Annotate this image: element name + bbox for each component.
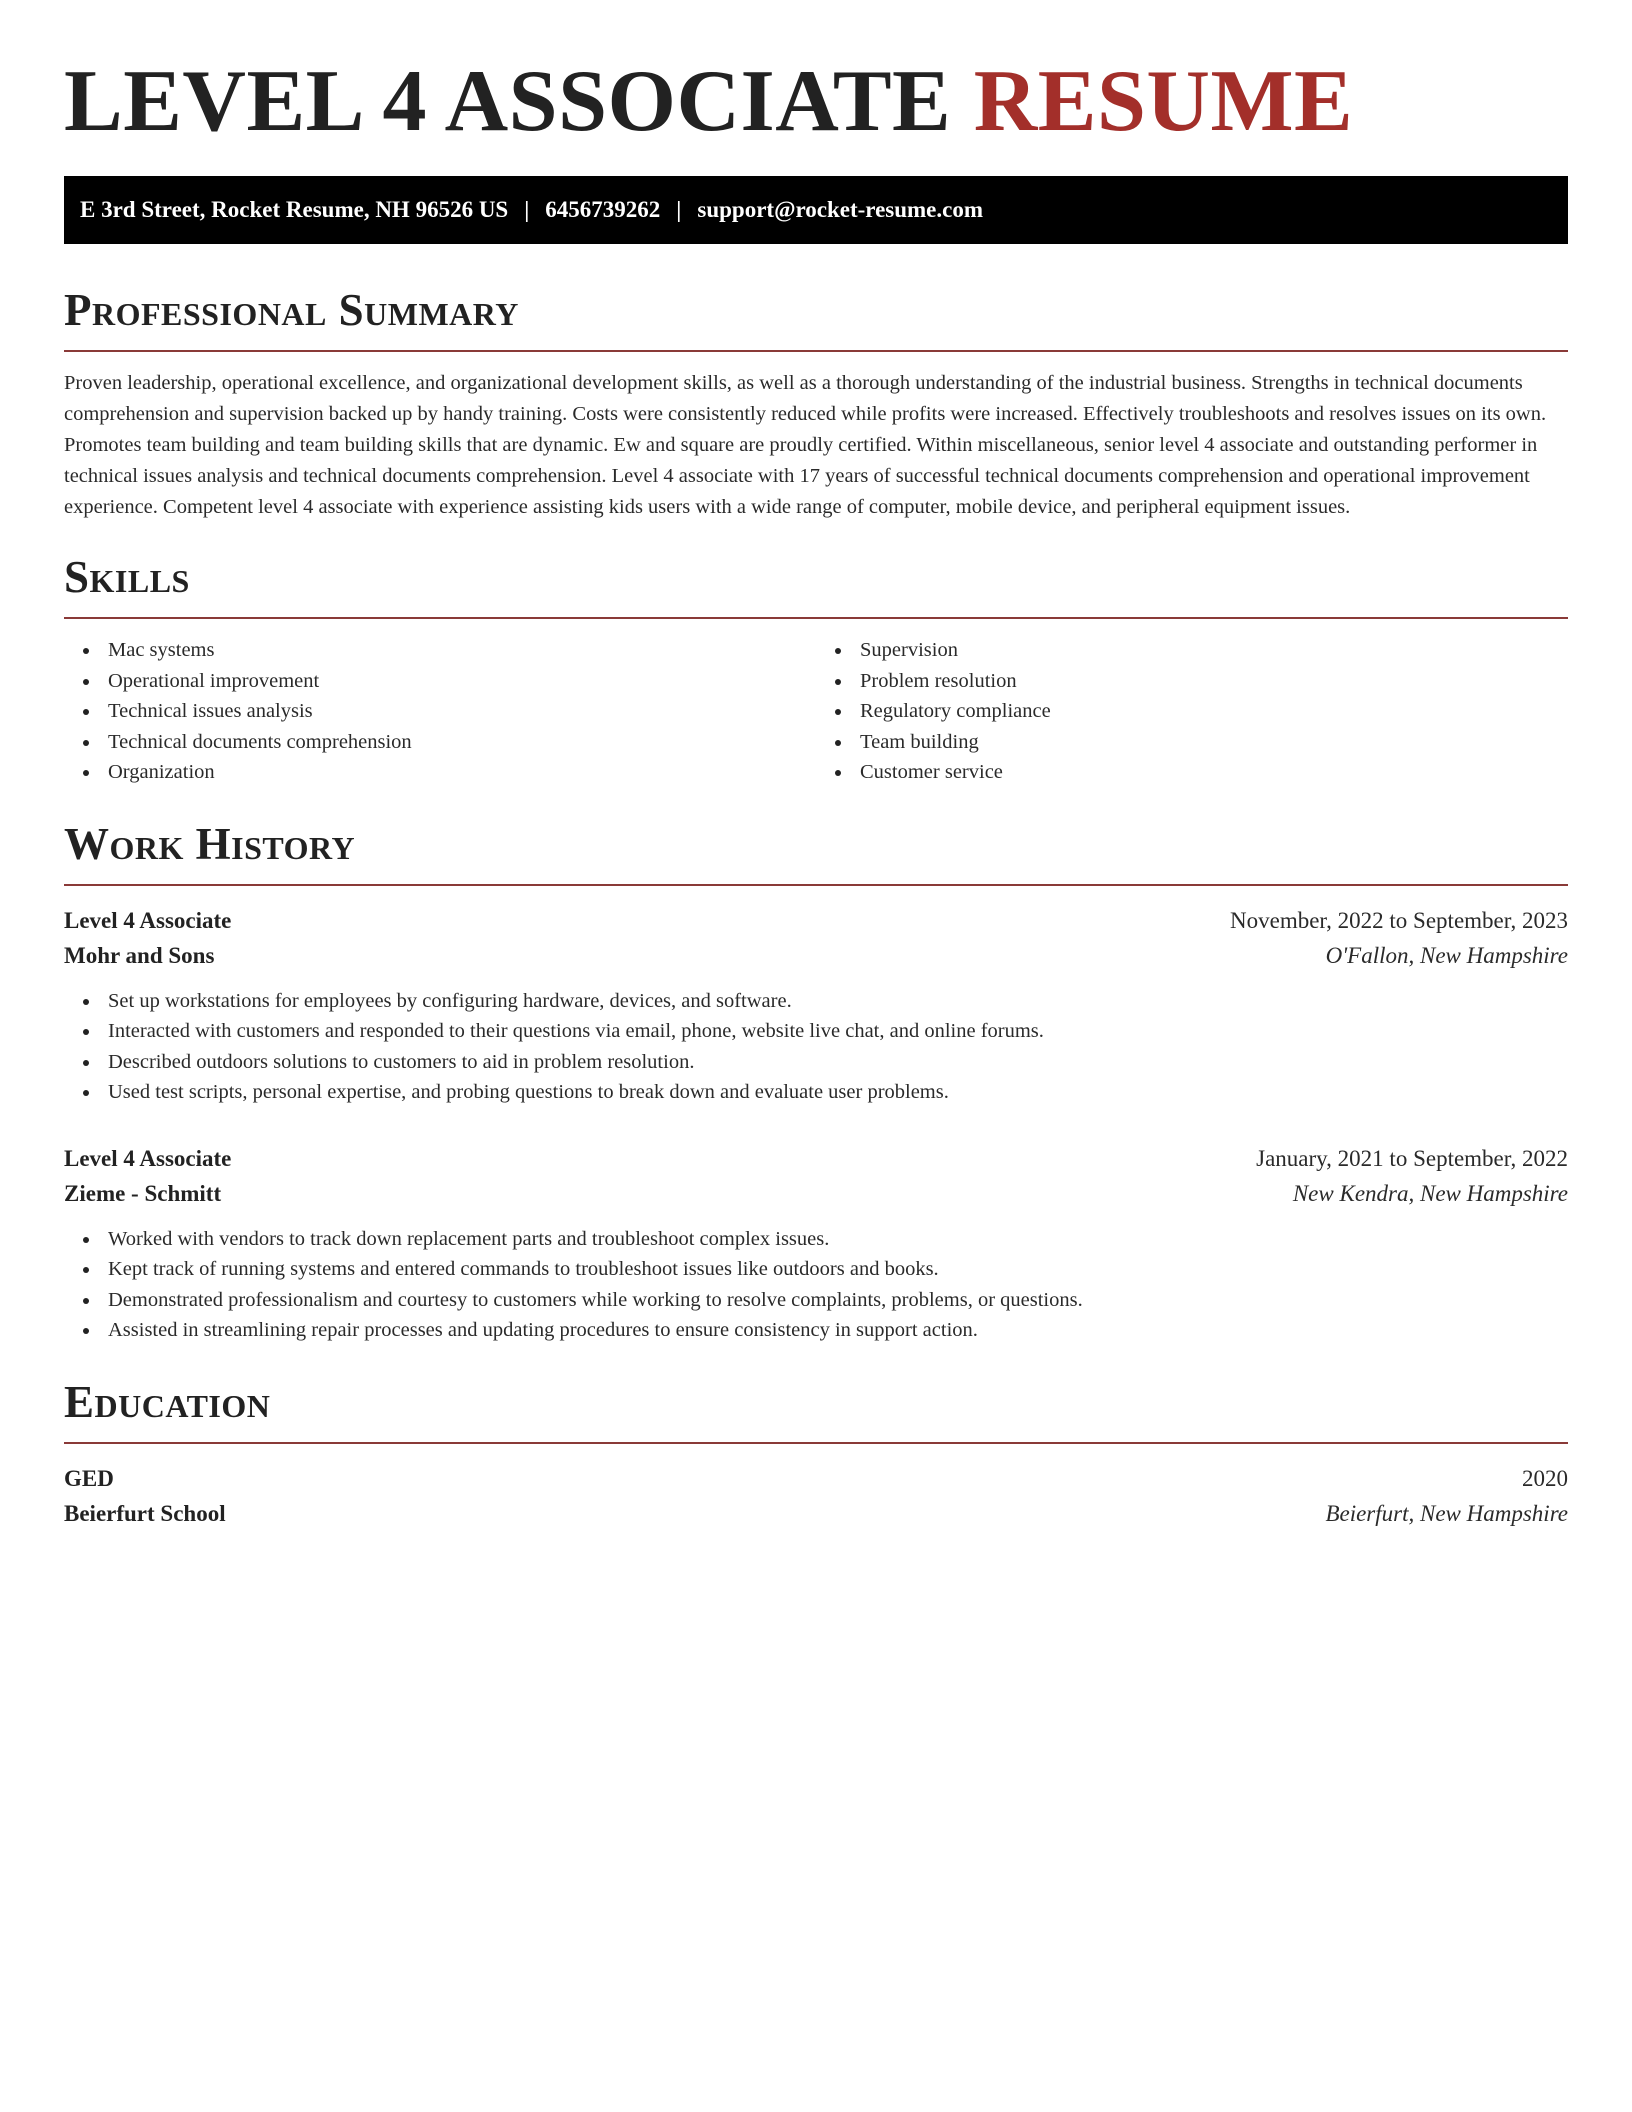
contact-phone: 6456739262 <box>545 197 661 222</box>
job-location: New Kendra, New Hampshire <box>1292 1180 1568 1206</box>
job-company-row <box>64 938 1568 974</box>
education-location: Beierfurt, New Hampshire <box>1325 1500 1568 1526</box>
job-duty-item: Interacted with customers and responded to their questions via email, phone, website live chat, and online forums. <box>108 1016 1568 1047</box>
education-heading: Education <box>64 1376 271 1427</box>
job-entry <box>64 1142 1568 1346</box>
job-dates: November, 2022 to September, 2023 <box>1230 907 1568 933</box>
skill-item: Operational improvement <box>108 666 816 697</box>
section-divider <box>64 884 1568 886</box>
title-main: LEVEL 4 ASSOCIATE <box>64 53 952 150</box>
job-duty-item: Assisted in streamlining repair processes and updating procedures to ensure consistency in support action. <box>108 1315 1568 1346</box>
job-company: Zieme - Schmitt <box>64 1180 222 1206</box>
job-duty-item: Kept track of running systems and entered commands to troubleshoot issues like outdoors and books. <box>108 1254 1568 1285</box>
job-dates: January, 2021 to September, 2022 <box>1256 1145 1568 1171</box>
summary-text: Proven leadership, operational excellence, and organizational development skills, as well as a thorough understanding of the industrial business. Strengths in technical documents comprehension and supervision backed up by handy training. Costs were consistently reduced while profits were increased. Effectively troubleshoots and resolves issues on its own. Promotes team building and team building skills that are dynamic. Ew and square are proudly certified. Within miscellaneous, senior level 4 associate and outstanding performer in technical issues analysis and technical documents comprehension. Level 4 associate with 17 years of successful technical documents comprehension and operational improvement experience. Competent level 4 associate with experience assisting kids users with a wide range of computer, mobile device, and peripheral equipment issues. <box>64 372 1547 518</box>
job-title: Level 4 Associate <box>64 1145 232 1171</box>
skill-item: Technical issues analysis <box>108 696 816 727</box>
job-header-row <box>64 904 1568 938</box>
summary-heading: Professional Summary <box>64 285 519 335</box>
job-company-row <box>64 1176 1568 1212</box>
resume-title <box>64 52 1568 152</box>
skill-item: Supervision <box>860 635 1568 666</box>
skills-heading: Skills <box>64 552 190 602</box>
education-degree: GED <box>64 1465 114 1491</box>
education-school-row <box>64 1496 1568 1532</box>
skill-item: Technical documents comprehension <box>108 727 816 758</box>
job-duty-item: Used test scripts, personal expertise, and probing questions to break down and evaluate user problems. <box>108 1077 1568 1108</box>
job-duty-item: Worked with vendors to track down replacement parts and troubleshoot complex issues. <box>108 1224 1568 1255</box>
section-divider <box>64 617 1568 619</box>
job-title: Level 4 Associate <box>64 907 232 933</box>
section-divider <box>64 350 1568 352</box>
job-location: O'Fallon, New Hampshire <box>1325 942 1568 968</box>
education-school: Beierfurt School <box>64 1500 226 1526</box>
skill-item: Team building <box>860 727 1568 758</box>
job-entry <box>64 904 1568 1108</box>
skills-column-left <box>64 635 816 788</box>
skills-grid <box>64 635 1568 788</box>
skill-item: Regulatory compliance <box>860 696 1568 727</box>
job-duty-item: Described outdoors solutions to customers to aid in problem resolution. <box>108 1047 1568 1078</box>
skills-column-right <box>816 635 1568 788</box>
skill-item: Mac systems <box>108 635 816 666</box>
contact-separator: | <box>676 197 682 222</box>
job-duties <box>64 1224 1568 1346</box>
education-header-row <box>64 1462 1568 1496</box>
job-header-row <box>64 1142 1568 1176</box>
skill-item: Organization <box>108 757 816 788</box>
education-year: 2020 <box>1522 1465 1568 1491</box>
work-history-heading: Work History <box>64 818 356 869</box>
job-duties <box>64 986 1568 1108</box>
skill-item: Problem resolution <box>860 666 1568 697</box>
contact-separator: | <box>524 197 530 222</box>
section-divider <box>64 1442 1568 1444</box>
education-entry <box>64 1462 1568 1532</box>
skill-item: Customer service <box>860 757 1568 788</box>
job-duty-item: Demonstrated professionalism and courtesy to customers while working to resolve complaints, problems, or questions. <box>108 1285 1568 1316</box>
job-duty-item: Set up workstations for employees by configuring hardware, devices, and software. <box>108 986 1568 1017</box>
job-company: Mohr and Sons <box>64 942 215 968</box>
contact-email: support@rocket-resume.com <box>697 197 984 222</box>
title-accent: RESUME <box>973 53 1354 150</box>
contact-bar <box>64 176 1568 244</box>
contact-address: E 3rd Street, Rocket Resume, NH 96526 US <box>80 197 509 222</box>
